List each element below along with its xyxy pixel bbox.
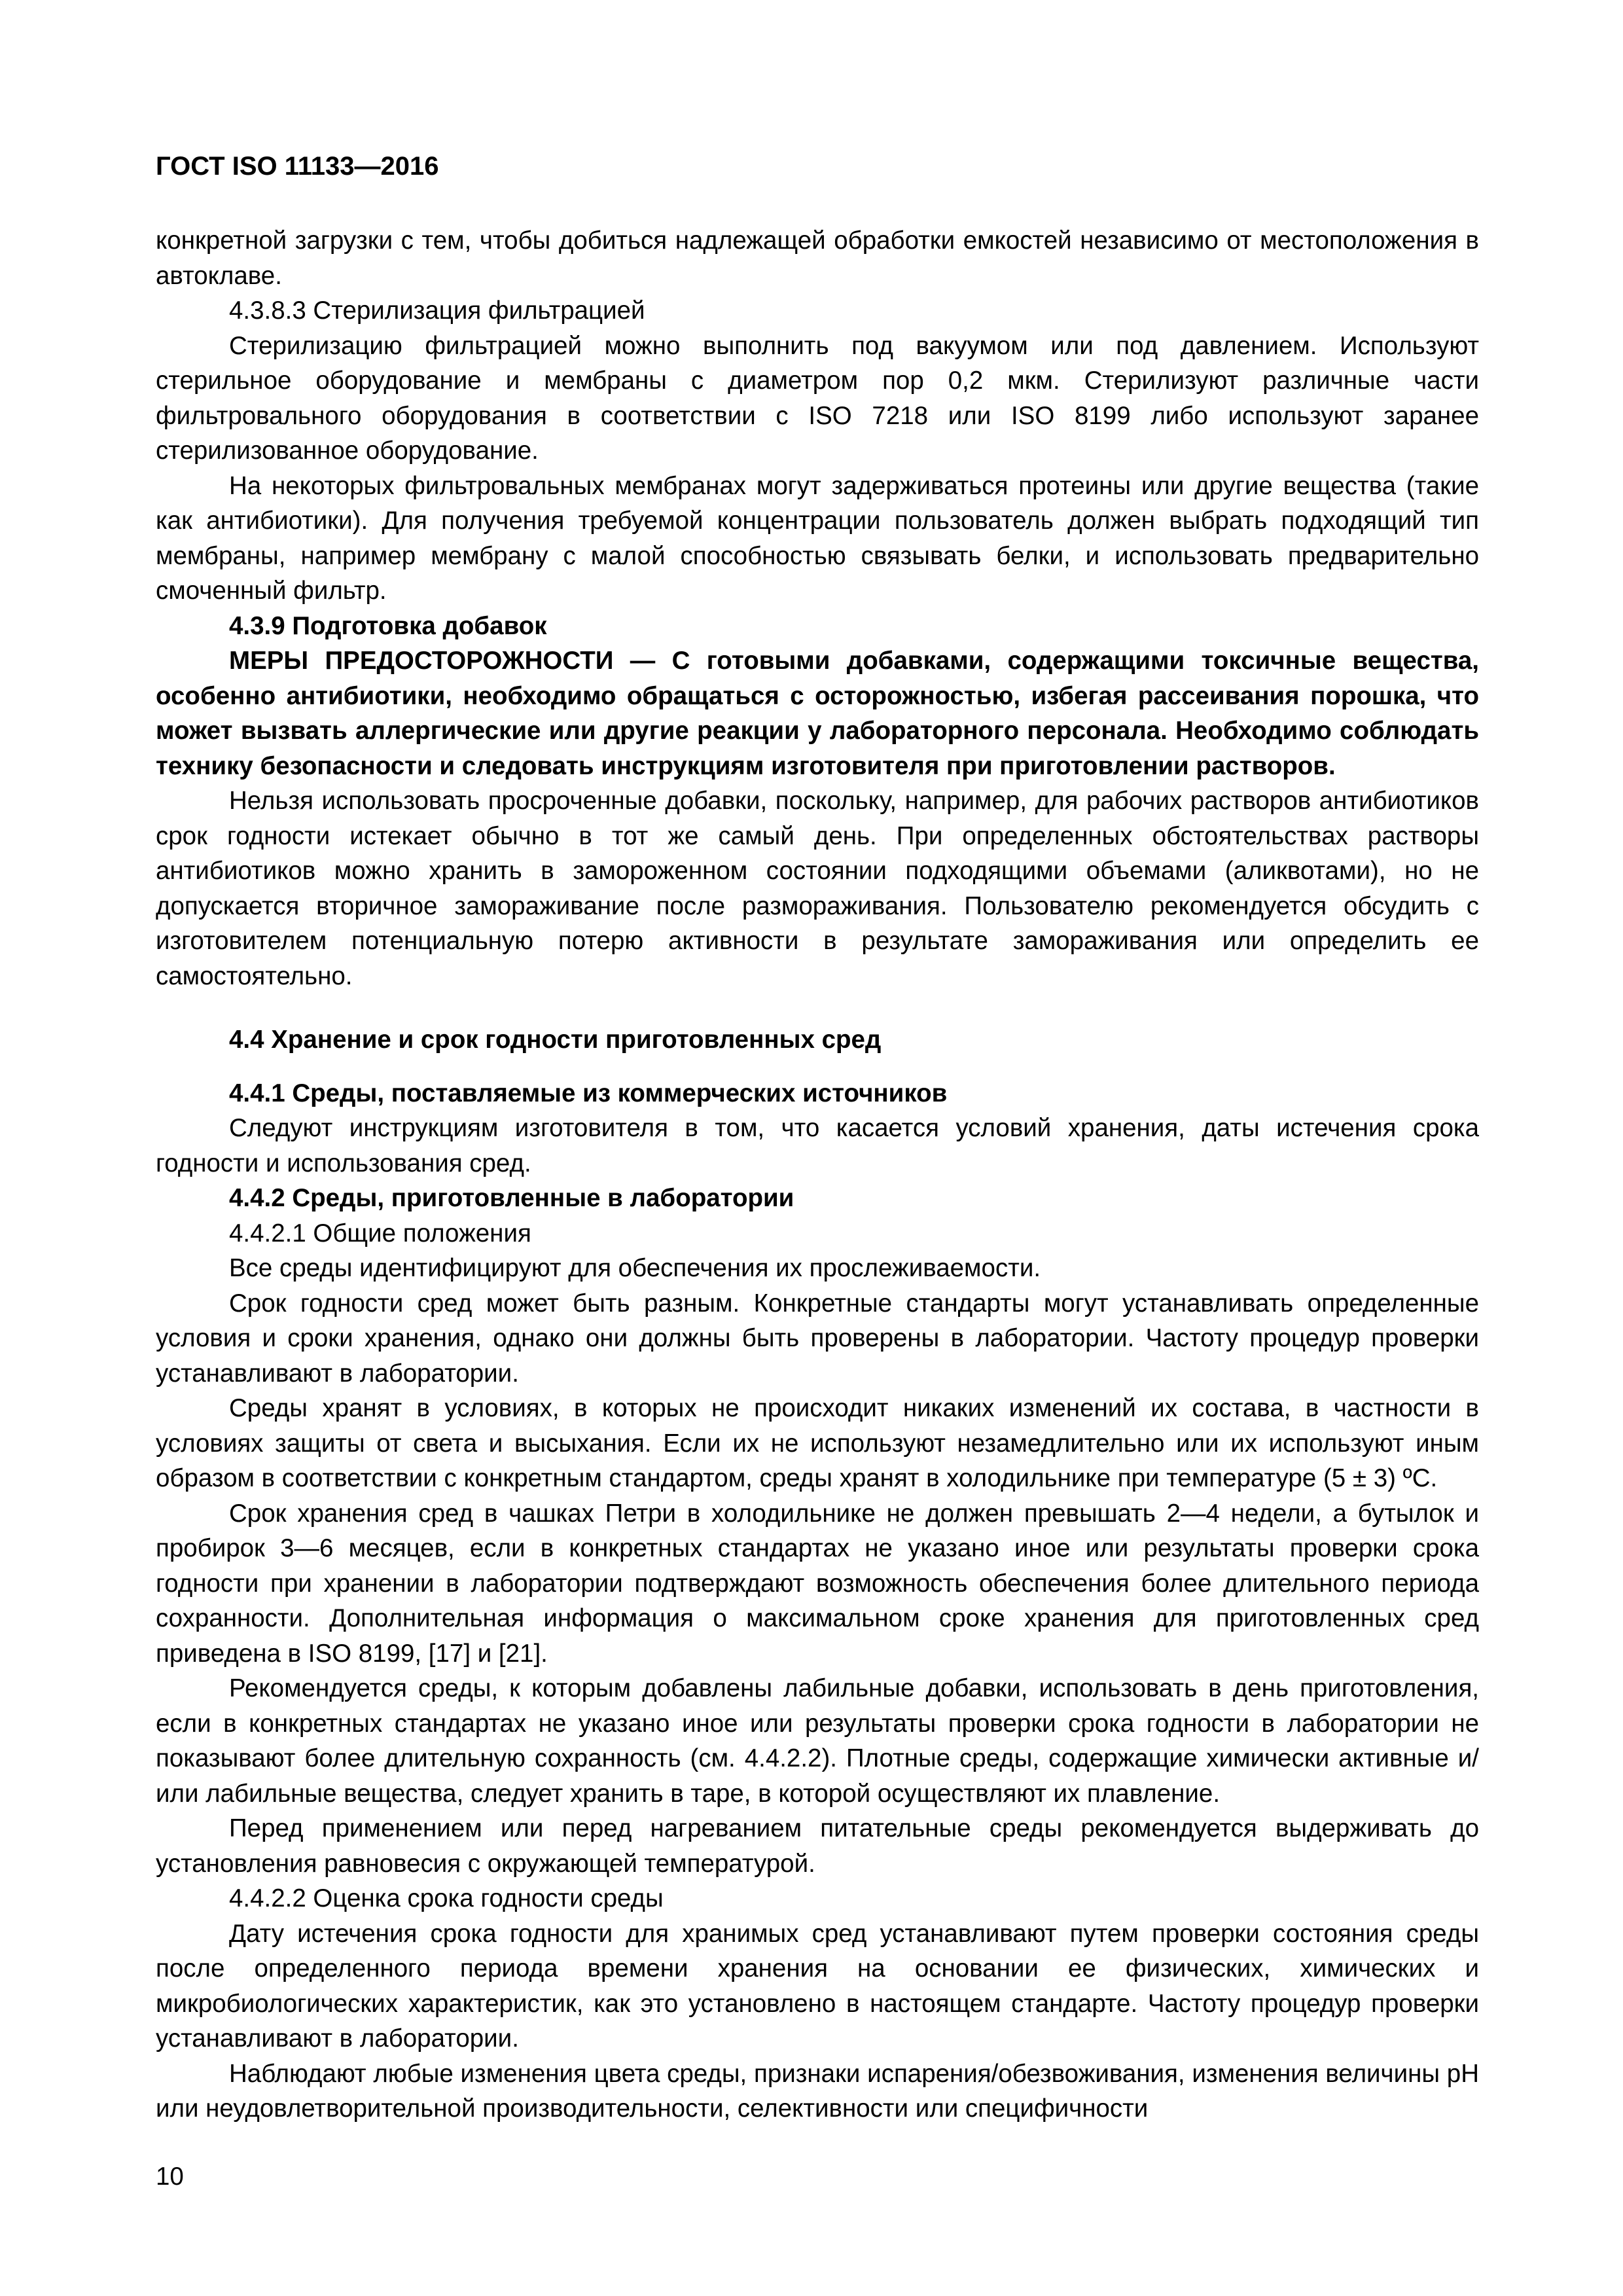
paragraph-expired-supplements: Нельзя использовать просроченные добавки, поскольку, например, для рабочих растворов антибиотиков срок годности истекает обычно в тот же самый день. При определенных обстоятельствах растворы антибиотиков можно хранить в замороженном состоянии подходящими объемами (аликвотами), но не допускается вторичное замораживание после размораживания. Пользователю рекомендуется обсудить с изготовителем потенциальную потерю активности в результате замораживания или определить ее самостоятельно.	[156, 787, 1479, 990]
paragraph-filter-membranes: На некоторых фильтровальных мембранах могут задерживаться протеины или другие вещества (такие как антибиотики). Для получения требуемой концентрации пользователь должен выбрать подходящий тип мембраны, например мембрану с малой способностью связывать белки, и использовать предварительно смоченный фильтр.	[156, 471, 1479, 605]
page-number: 10	[156, 2162, 184, 2191]
paragraph-storage-period: Срок хранения сред в чашках Петри в холодильнике не должен превышать 2—4 недели, а бутылок и пробирок 3—6 месяцев, если в конкретных стандартах не указано иное или результаты проверки срока годности при хранении в лаборатории подтверждают возможность обеспечения более длительного периода сохранности. Дополнительная информация о максимальном сроке хранения для приготовленных сред приведена в ISO 8199, [17] и [21].	[156, 1499, 1479, 1668]
paragraph-equilibration: Перед применением или перед нагреванием питательные среды рекомендуется выдерживать до установления равновесия с окружающей температурой.	[156, 1814, 1479, 1878]
paragraph-continuation: конкретной загрузки с тем, чтобы добиться надлежащей обработки емкостей независимо от местоположения в автоклаве.	[156, 226, 1479, 290]
paragraph-commercial-media: Следуют инструкциям изготовителя в том, что касается условий хранения, даты истечения срока годности и использования сред.	[156, 1114, 1479, 1177]
document-code-header: ГОСТ ISO 11133—2016	[156, 152, 439, 181]
document-body	[156, 223, 1479, 2126]
heading-4-4-2: 4.4.2 Среды, приготовленные в лаборатории	[229, 1184, 794, 1212]
paragraph-storage-conditions: Среды хранят в условиях, в которых не происходит никаких изменений их состава, в частности в условиях защиты от света и высыхания. Если их не используют незамедлительно или их используют иным образом в соответствии с конкретным стандартом, среды хранят в холодильнике при температуре (5 ± 3) ºС.	[156, 1394, 1479, 1492]
paragraph-precautions-warning: МЕРЫ ПРЕДОСТОРОЖНОСТИ — С готовыми добавками, содержащими токсичные вещества, особенно антибиотики, необходимо обращаться с осторожностью, избегая рассеивания порошка, что может вызвать аллергические или другие реакции у лабораторного персонала. Необходимо соблюдать технику безопасности и следовать инструкциям изготовителя при приготовлении растворов.	[156, 647, 1479, 780]
paragraph-observations: Наблюдают любые изменения цвета среды, признаки испарения/обезвоживания, изменения величины рН или неудовлетворительной производительности, селективности или специфичности	[156, 2059, 1479, 2123]
heading-4-4-1: 4.4.1 Среды, поставляемые из коммерческих источников	[229, 1079, 948, 1107]
paragraph-expiry-evaluation: Дату истечения срока годности для хранимых сред устанавливают путем проверки состояния среды после определенного периода времени хранения на основании ее физических, химических и микробиологических характеристик, как это установлено в настоящем стандарте. Частоту процедур проверки устанавливают в лаборатории.	[156, 1919, 1479, 2053]
paragraph-filtration-method: Стерилизацию фильтрацией можно выполнить под вакуумом или под давлением. Используют стерильное оборудование и мембраны с диаметром пор 0,2 мкм. Стерилизуют различные части фильтровального оборудования в соответствии с ISO 7218 или ISO 8199 либо используют заранее стерилизованное оборудование.	[156, 331, 1479, 465]
heading-4-4: 4.4 Хранение и срок годности приготовленных сред	[229, 1026, 882, 1054]
clause-4-4-2-2-title: 4.4.2.2 Оценка срока годности среды	[229, 1884, 664, 1912]
paragraph-shelf-life: Срок годности сред может быть разным. Конкретные стандарты могут устанавливать определенные условия и сроки хранения, однако они должны быть проверены в лаборатории. Частоту процедур проверки устанавливают в лаборатории.	[156, 1289, 1479, 1388]
paragraph-media-identification: Все среды идентифицируют для обеспечения их прослеживаемости.	[229, 1254, 1041, 1282]
clause-4-3-8-3-title: 4.3.8.3 Стерилизация фильтрацией	[229, 296, 645, 325]
heading-4-3-9: 4.3.9 Подготовка добавок	[229, 611, 547, 640]
clause-4-4-2-1-title: 4.4.2.1 Общие положения	[229, 1219, 531, 1247]
paragraph-labile-supplements: Рекомендуется среды, к которым добавлены лабильные добавки, использовать в день приготовления, если в конкретных стандартах не указано иное или результаты проверки срока годности в лаборатории не показывают более длительную сохранность (см. 4.4.2.2). Плотные среды, содержащие химически активные и/или лабильные вещества, следует хранить в таре, в которой осуществляют их плавление.	[156, 1674, 1479, 1808]
